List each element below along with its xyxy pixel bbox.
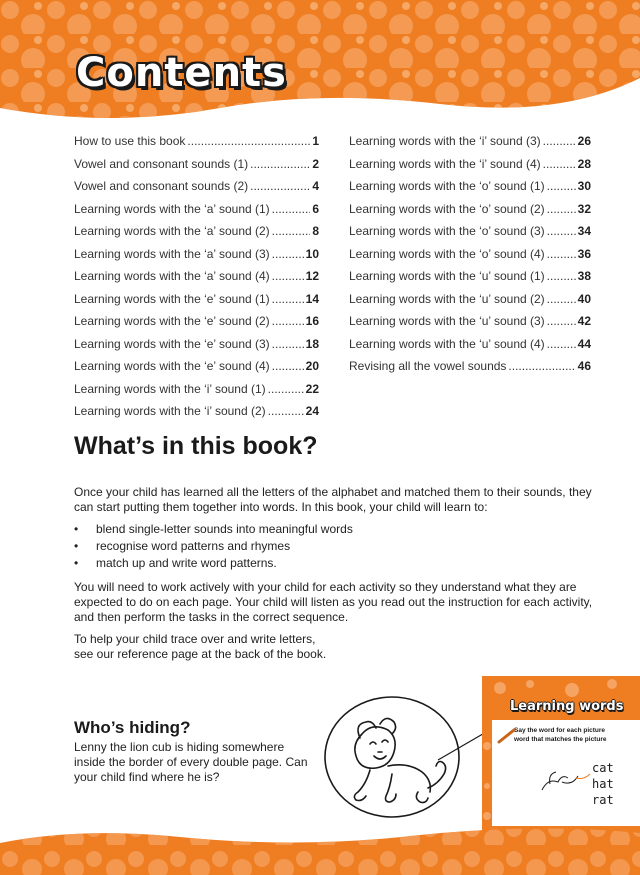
list-item-text: recognise word patterns and rhymes — [96, 539, 291, 553]
contents-column-right — [349, 134, 591, 382]
list-item — [74, 556, 640, 573]
bullet: • — [74, 522, 79, 536]
contents-entry-page: 26 — [577, 134, 591, 148]
contents-entry — [74, 224, 319, 247]
contents-entry — [74, 359, 319, 382]
text-line: your child find where he is? — [74, 770, 220, 784]
contents-entry-page: 32 — [577, 201, 591, 216]
dot-leader — [547, 202, 576, 216]
contents-entry-page: 28 — [577, 156, 591, 171]
contents-entry-title: Learning words with the ‘u’ sound (4) — [349, 336, 545, 351]
dot-leader — [547, 247, 576, 261]
dot-leader — [272, 224, 311, 238]
contents-column-left — [74, 134, 319, 427]
contents-entry-page: 30 — [577, 179, 591, 193]
pencil-icon — [496, 726, 520, 746]
contents-entry-title: Learning words with the ‘e’ sound (3) — [74, 336, 270, 351]
dot-leader — [272, 292, 304, 306]
bullet: • — [74, 556, 79, 570]
dot-leader — [272, 269, 304, 283]
contents-entry — [349, 157, 591, 180]
contents-entry-title: Learning words with the ‘e’ sound (1) — [74, 291, 270, 306]
contents-entry-title: Learning words with the ‘o’ sound (2) — [349, 201, 545, 216]
intro-text — [74, 485, 640, 669]
contents-entry — [349, 269, 591, 292]
contents-entry-title: Learning words with the ‘i’ sound (4) — [349, 156, 541, 171]
dot-leader — [547, 179, 576, 193]
contents-entry-title: Learning words with the ‘u’ sound (3) — [349, 314, 545, 328]
contents-entry-title: Learning words with the ‘a’ sound (3) — [74, 246, 270, 261]
contents-entry — [349, 247, 591, 270]
dot-leader — [543, 157, 576, 171]
contents-entry — [74, 269, 319, 292]
contents-entry — [349, 134, 591, 157]
contents-entry — [74, 292, 319, 315]
text-line: and then perform the tasks in the correct sequence. — [74, 610, 349, 624]
list-item — [74, 522, 640, 539]
list-item: cat — [592, 761, 614, 775]
whos-hiding-text — [74, 740, 314, 785]
dot-leader — [268, 382, 304, 396]
list-item — [74, 539, 640, 556]
text-line: To help your child trace over and write letters, — [74, 632, 316, 646]
contents-entry-page: 2 — [312, 156, 319, 171]
contents-entry — [349, 292, 591, 315]
contents-entry — [349, 179, 591, 202]
contents-entry-title: Vowel and consonant sounds (2) — [74, 179, 249, 193]
dot-leader — [508, 359, 575, 373]
contents-entry-title: Vowel and consonant sounds (1) — [74, 156, 249, 171]
thumbnail-title: Learning words — [510, 699, 624, 714]
dot-leader — [250, 179, 310, 193]
contents-entry-page: 24 — [305, 404, 319, 418]
dot-leader — [250, 157, 310, 171]
contents-entry-page: 10 — [305, 246, 319, 261]
contents-entry-page: 42 — [577, 314, 591, 328]
contents-entry-title: How to use this book — [74, 134, 186, 148]
dot-leader — [547, 224, 576, 238]
contents-entry — [74, 404, 319, 427]
text-line: inside the border of every double page. Can — [74, 755, 308, 769]
dot-leader — [268, 404, 304, 418]
cat-doodle-icon — [532, 760, 592, 800]
text-line: word that matches the picture — [514, 736, 607, 743]
contents-entry-title: Learning words with the ‘e’ sound (4) — [74, 359, 270, 373]
dot-leader — [547, 337, 576, 351]
whos-hiding-heading: Who’s hiding? — [74, 718, 191, 737]
lion-cub-illustration — [322, 694, 462, 820]
contents-entry-page: 14 — [305, 291, 319, 306]
contents-entry — [74, 337, 319, 360]
dot-leader — [272, 337, 304, 351]
page-title: Contents — [76, 50, 287, 96]
thumbnail-page-area — [492, 720, 640, 826]
contents-entry-page: 16 — [305, 314, 319, 328]
text-line: Lenny the lion cub is hiding somewhere — [74, 740, 285, 754]
contents-entry-title: Learning words with the ‘i’ sound (1) — [74, 381, 266, 396]
contents-entry-title: Learning words with the ‘o’ sound (3) — [349, 224, 545, 238]
contents-entry-title: Learning words with the ‘u’ sound (1) — [349, 269, 545, 283]
text-line: see our reference page at the back of the book. — [74, 647, 327, 661]
contents-entry — [349, 202, 591, 225]
contents-entry-page: 38 — [577, 269, 591, 283]
contents-entry-page: 46 — [577, 359, 591, 373]
thumbnail-word-list — [592, 760, 614, 808]
contents-entry — [74, 134, 319, 157]
contents-entry — [349, 337, 591, 360]
contents-entry-title: Learning words with the ‘a’ sound (4) — [74, 269, 270, 283]
contents-entry — [74, 179, 319, 202]
contents-entry — [74, 157, 319, 180]
list-item-text: blend single-letter sounds into meaningful words — [96, 522, 353, 536]
contents-entry-page: 34 — [577, 224, 591, 238]
contents-entry-title: Learning words with the ‘o’ sound (4) — [349, 246, 545, 261]
dot-leader — [272, 359, 304, 373]
contents-entry — [74, 314, 319, 337]
contents-entry — [74, 247, 319, 270]
contents-entry — [74, 202, 319, 225]
page-thumbnail — [482, 676, 640, 834]
contents-entry — [349, 359, 591, 382]
text-line: Once your child has learned all the letters of the alphabet and matched them to their sounds, they — [74, 485, 592, 499]
contents-entry — [74, 382, 319, 405]
learning-goals-list — [74, 522, 640, 573]
contents-entry-page: 18 — [305, 336, 319, 351]
footer-dotted-band — [0, 815, 640, 875]
text-line: can start putting them together into words. In this book, your child will learn to: — [74, 500, 488, 514]
contents-entry-page: 12 — [305, 269, 319, 283]
contents-entry-title: Learning words with the ‘e’ sound (2) — [74, 314, 270, 328]
contents-entry-page: 36 — [577, 246, 591, 261]
text-line: expected to do on each page. Your child will listen as you read out the instruction for each activity, — [74, 595, 593, 609]
contents-entry-title: Learning words with the ‘a’ sound (1) — [74, 201, 270, 216]
thumbnail-instruction — [514, 726, 606, 744]
contents-entry-page: 44 — [577, 336, 591, 351]
contents-entry-page: 6 — [312, 201, 319, 216]
contents-entry — [349, 224, 591, 247]
contents-entry-title: Learning words with the ‘u’ sound (2) — [349, 291, 545, 306]
dot-leader — [547, 292, 576, 306]
intro-paragraph-3 — [74, 632, 640, 662]
contents-entry-page: 1 — [312, 134, 319, 148]
whats-in-heading: What’s in this book? — [74, 432, 318, 460]
list-item: hat — [592, 777, 614, 791]
list-item: rat — [592, 793, 614, 807]
contents-entry-title: Learning words with the ‘i’ sound (2) — [74, 404, 266, 418]
contents-entry-page: 22 — [305, 381, 319, 396]
contents-entry-page: 4 — [312, 179, 319, 193]
bullet: • — [74, 539, 79, 553]
dot-leader — [272, 314, 304, 328]
contents-entry-page: 8 — [312, 224, 319, 238]
contents-entry-title: Learning words with the ‘a’ sound (2) — [74, 224, 270, 238]
dot-leader — [272, 202, 311, 216]
dot-leader — [543, 134, 576, 148]
dot-leader — [547, 269, 576, 283]
contents-entry-title: Learning words with the ‘i’ sound (3) — [349, 134, 541, 148]
header-band — [0, 0, 640, 130]
contents-entry — [349, 314, 591, 337]
contents-entry-page: 40 — [577, 291, 591, 306]
text-line: You will need to work actively with your child for each activity so they understand what they are — [74, 580, 577, 594]
dot-leader — [547, 314, 576, 328]
dot-leader — [272, 247, 304, 261]
list-item-text: match up and write word patterns. — [96, 556, 277, 570]
dot-leader — [187, 134, 310, 148]
intro-paragraph-2 — [74, 580, 640, 625]
contents-entry-page: 20 — [305, 359, 319, 373]
intro-paragraph-1 — [74, 485, 640, 515]
contents-entry-title: Revising all the vowel sounds — [349, 359, 507, 373]
contents-entry-title: Learning words with the ‘o’ sound (1) — [349, 179, 545, 193]
text-line: Say the word for each picture — [514, 727, 606, 734]
